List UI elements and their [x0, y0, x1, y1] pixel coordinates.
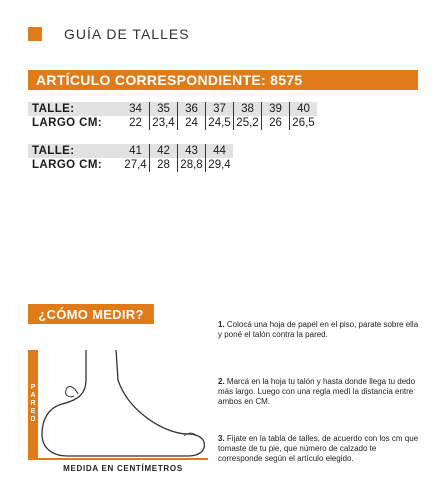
- largo-row: [28, 116, 418, 130]
- talle-cell: 37: [206, 102, 234, 116]
- measure-label: MEDIDA EN CENTÍMETROS: [63, 464, 183, 473]
- step-3: [218, 434, 423, 465]
- foot-illustration: [28, 350, 208, 480]
- wall-letter: A: [30, 392, 36, 399]
- row-filler: [317, 116, 418, 130]
- largo-cell: 29,4: [206, 158, 234, 172]
- wall-letter: P: [30, 384, 36, 391]
- talle-row: [28, 102, 418, 116]
- largo-cell: 27,4: [122, 158, 150, 172]
- foot-outline-icon: [38, 350, 208, 458]
- article-banner: ARTÍCULO CORRESPONDIENTE: 8575: [28, 70, 418, 90]
- row-filler: [233, 144, 418, 158]
- wall-letter: D: [30, 416, 36, 423]
- largo-cell: 28,8: [178, 158, 206, 172]
- size-table-1: [28, 102, 418, 130]
- largo-cell: 23,4: [150, 116, 178, 130]
- largo-cell: 28: [150, 158, 178, 172]
- talle-cell: 35: [150, 102, 178, 116]
- talle-cell: 36: [178, 102, 206, 116]
- talle-cell: 34: [122, 102, 150, 116]
- talle-label: TALLE:: [28, 144, 122, 158]
- size-table-2: [28, 144, 418, 172]
- page-header: [28, 22, 190, 46]
- row-filler: [317, 102, 418, 116]
- row-filler: [233, 158, 418, 172]
- talle-cell: 44: [206, 144, 234, 158]
- largo-label: LARGO CM:: [28, 158, 122, 172]
- talle-row: [28, 144, 418, 158]
- step-1: [218, 320, 423, 340]
- step-text: Marcá en la hoja tu talón y hasta donde llega tu dedo más largo. Luego con una regla medí la distancia entre ambos en CM.: [218, 377, 416, 407]
- largo-cell: 26: [262, 116, 290, 130]
- largo-cell: 25,2: [234, 116, 262, 130]
- talle-cell: 38: [234, 102, 262, 116]
- step-number: 2.: [218, 377, 225, 386]
- largo-cell: 26,5: [290, 116, 318, 130]
- largo-cell: 22: [122, 116, 150, 130]
- page-title: GUÍA DE TALLES: [64, 26, 190, 42]
- floor-line: [28, 458, 208, 460]
- largo-row: [28, 158, 418, 172]
- orange-square-icon: [28, 27, 42, 41]
- talle-cell: 43: [178, 144, 206, 158]
- step-text: Colocá una hoja de papel en el piso, parate sobre ella y poné el talón contra la pared.: [218, 320, 419, 340]
- wall-bar: [28, 350, 38, 458]
- how-to-measure-banner: ¿CÓMO MEDIR?: [28, 304, 154, 324]
- talle-cell: 42: [150, 144, 178, 158]
- talle-cell: 41: [122, 144, 150, 158]
- largo-label: LARGO CM:: [28, 116, 122, 130]
- wall-letter: E: [30, 408, 36, 415]
- step-text: Fijate en la tabla de talles, de acuerdo con los cm que tomaste de tu pie, que número de calzado te corresponde según el artículo elegido.: [218, 434, 419, 464]
- largo-cell: 24,5: [206, 116, 234, 130]
- talle-cell: 40: [290, 102, 318, 116]
- step-number: 1.: [218, 320, 225, 329]
- talle-cell: 39: [262, 102, 290, 116]
- talle-label: TALLE:: [28, 102, 122, 116]
- step-number: 3.: [218, 434, 225, 443]
- step-2: [218, 377, 423, 408]
- largo-cell: 24: [178, 116, 206, 130]
- wall-letter: R: [30, 400, 36, 407]
